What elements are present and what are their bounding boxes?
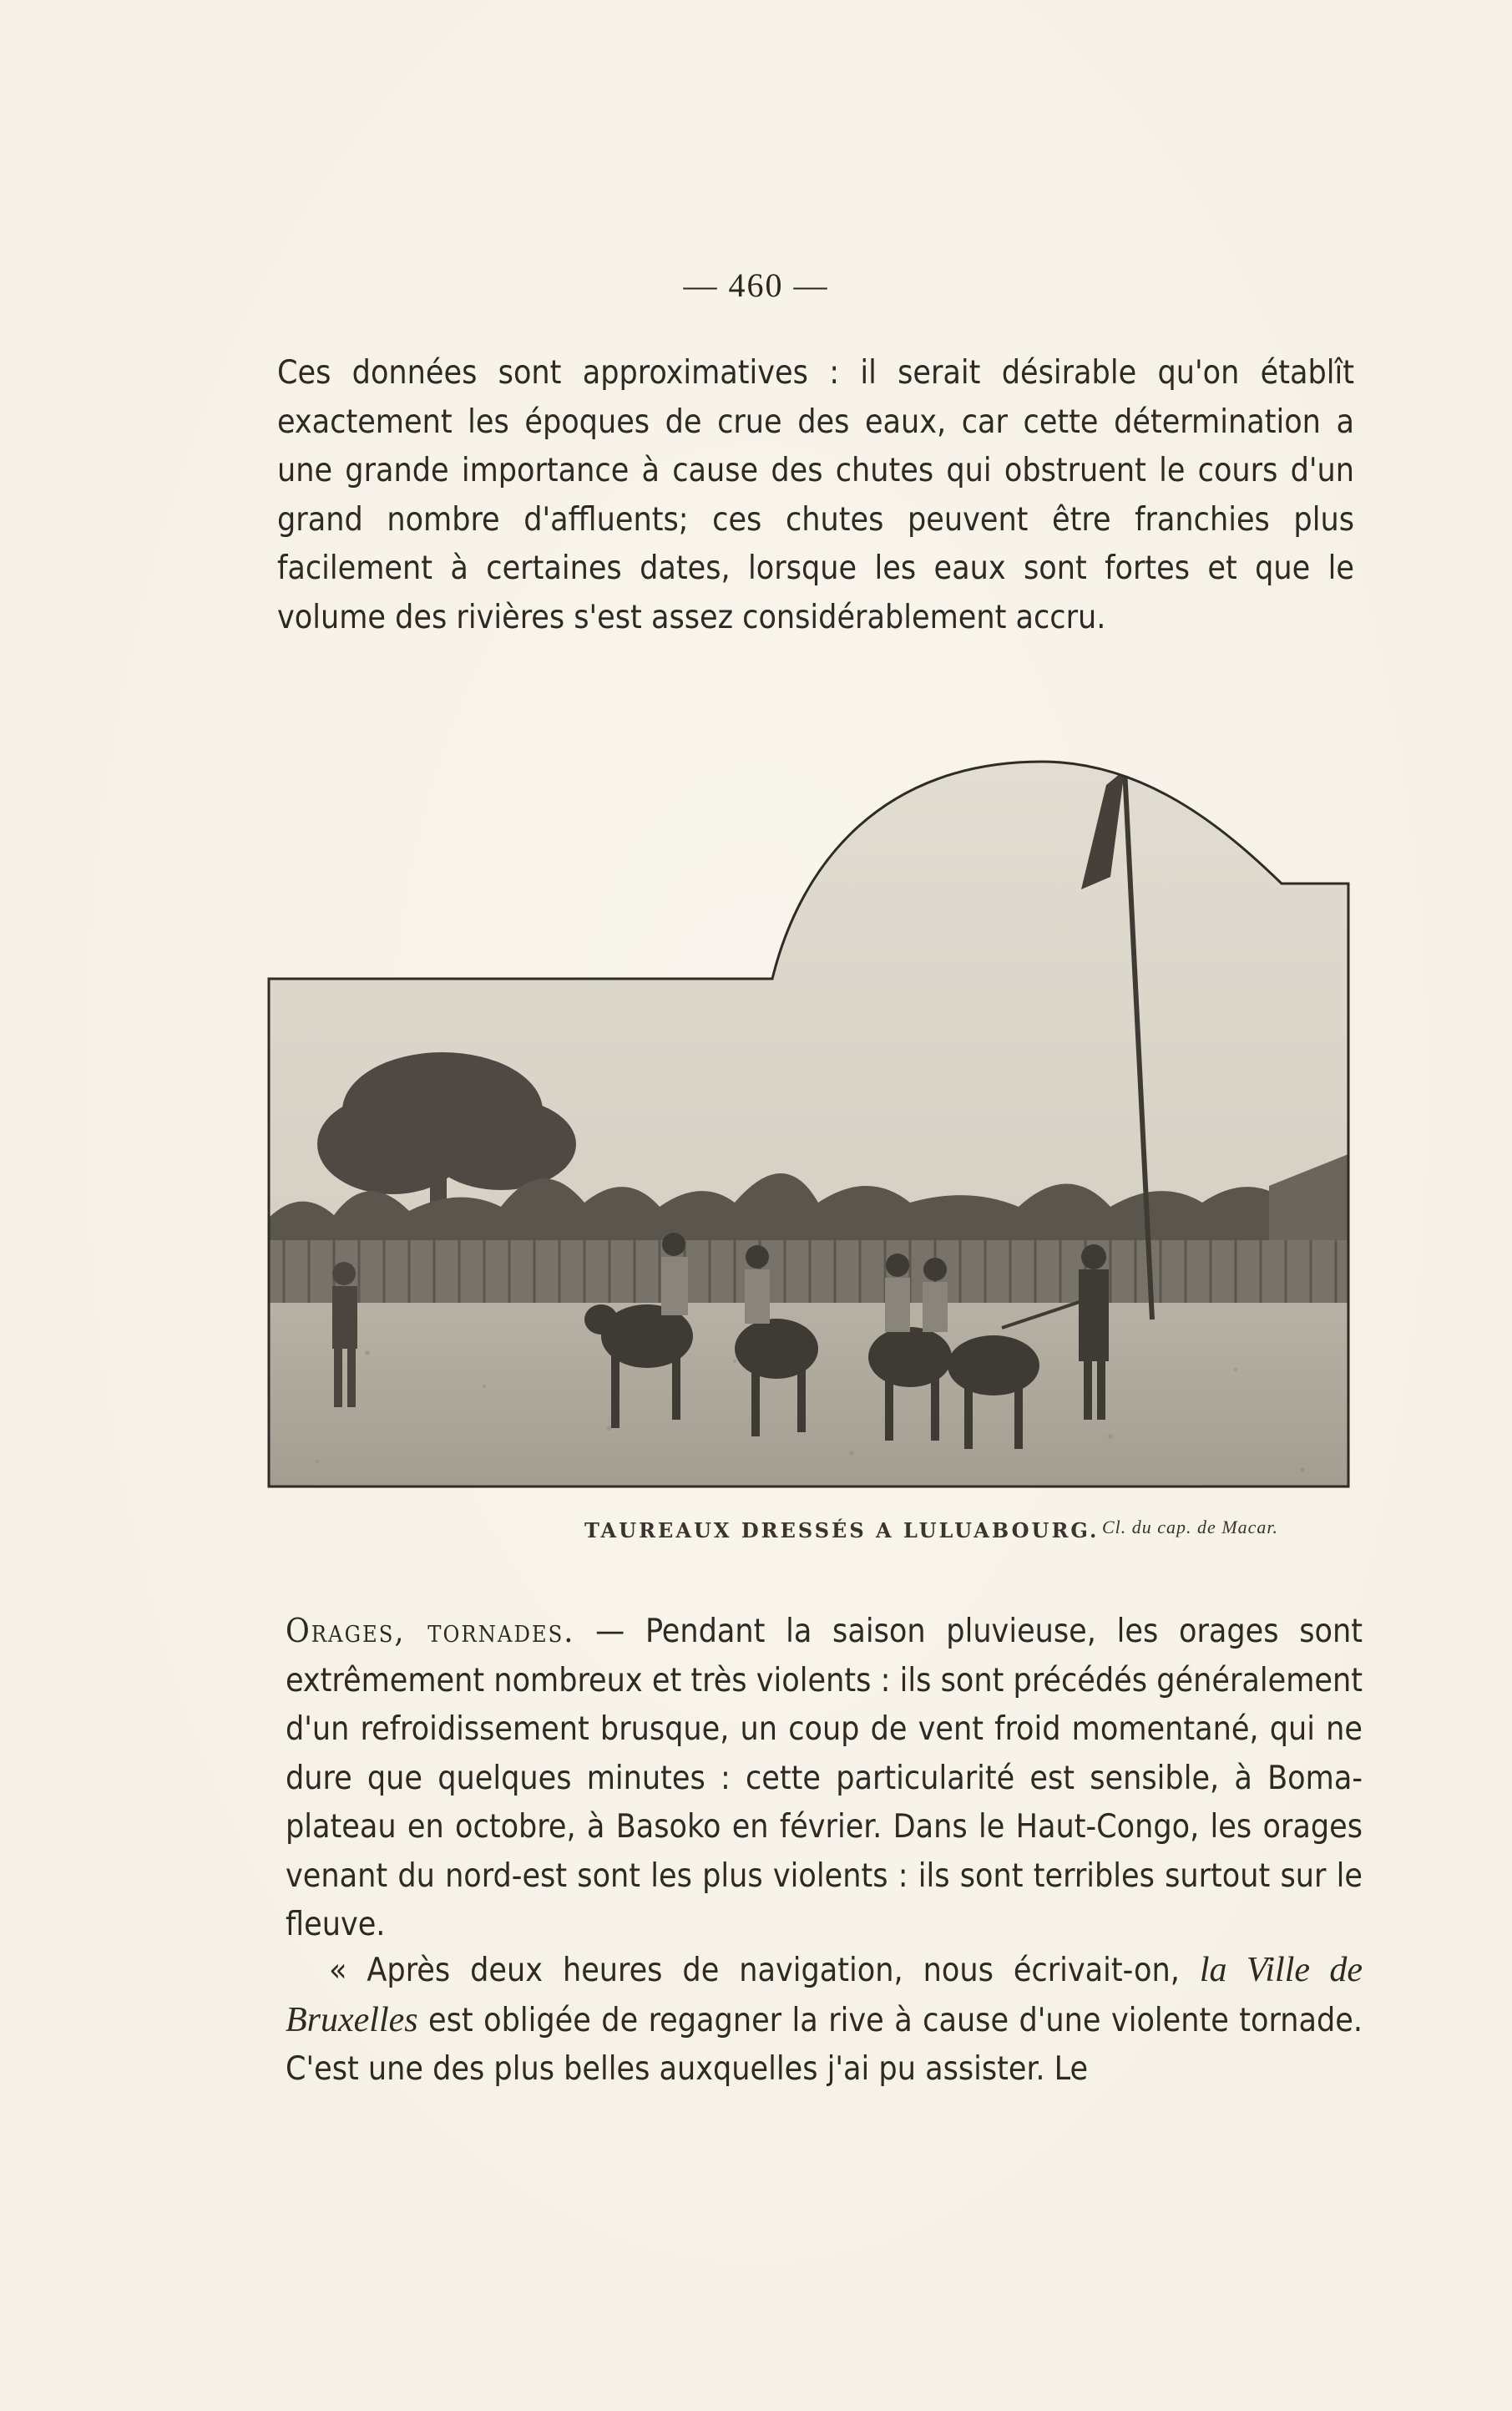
- paragraph-orages-text: Pendant la saison pluvieuse, les orages sont extrêmement nombreux et très violents : ils sont précédés généralement d'un refroidissement brusque, un coup de vent froid momentané, qui ne dure que quelques minutes : cette particularité est sensible, à Boma-plateau en octobre, à Basoko en février. Dans le Haut-Congo, les orages venant du nord-est sont les plus violents : ils sont terribles surtout sur le fleuve.: [286, 1613, 1363, 1943]
- paragraph-orages: [286, 1608, 1363, 1950]
- paragraph-crue-des-eaux: Ces données sont approximatives : il serait désirable qu'on établît exactement les époques de crue des eaux, car cette détermination a une grande importance à cause des chutes qui obstruent le cours d'un grand nombre d'affluents; ces chutes peuvent être franchies plus facilement à certaines dates, lorsque les eaux sont fortes et que le volume des rivières s'est assez considérablement accru.: [277, 354, 1354, 636]
- page-number: — 460 —: [683, 266, 829, 304]
- paragraph-tornade: [286, 1946, 1363, 2094]
- ship-name: la Ville de Bruxelles: [286, 1951, 1363, 2039]
- figure-credit: Cl. du cap. de Macar.: [1102, 1517, 1279, 1537]
- section-heading: Orages, tornades.: [286, 1613, 575, 1650]
- quote-open: « Après deux heures de navigation, nous écrivait-on,: [329, 1952, 1200, 1989]
- photo-taureaux: [267, 752, 1353, 1495]
- heading-dash: —: [574, 1613, 645, 1650]
- photo-illustration: [267, 752, 1353, 1495]
- figure-caption: TAUREAUX DRESSÉS A LULUABOURG.: [584, 1518, 1100, 1542]
- quote-rest: est obligée de regagner la rive à cause d'une violente tornade. C'est une des plus belles auxquelles j'ai pu assister. Le: [286, 2001, 1363, 2088]
